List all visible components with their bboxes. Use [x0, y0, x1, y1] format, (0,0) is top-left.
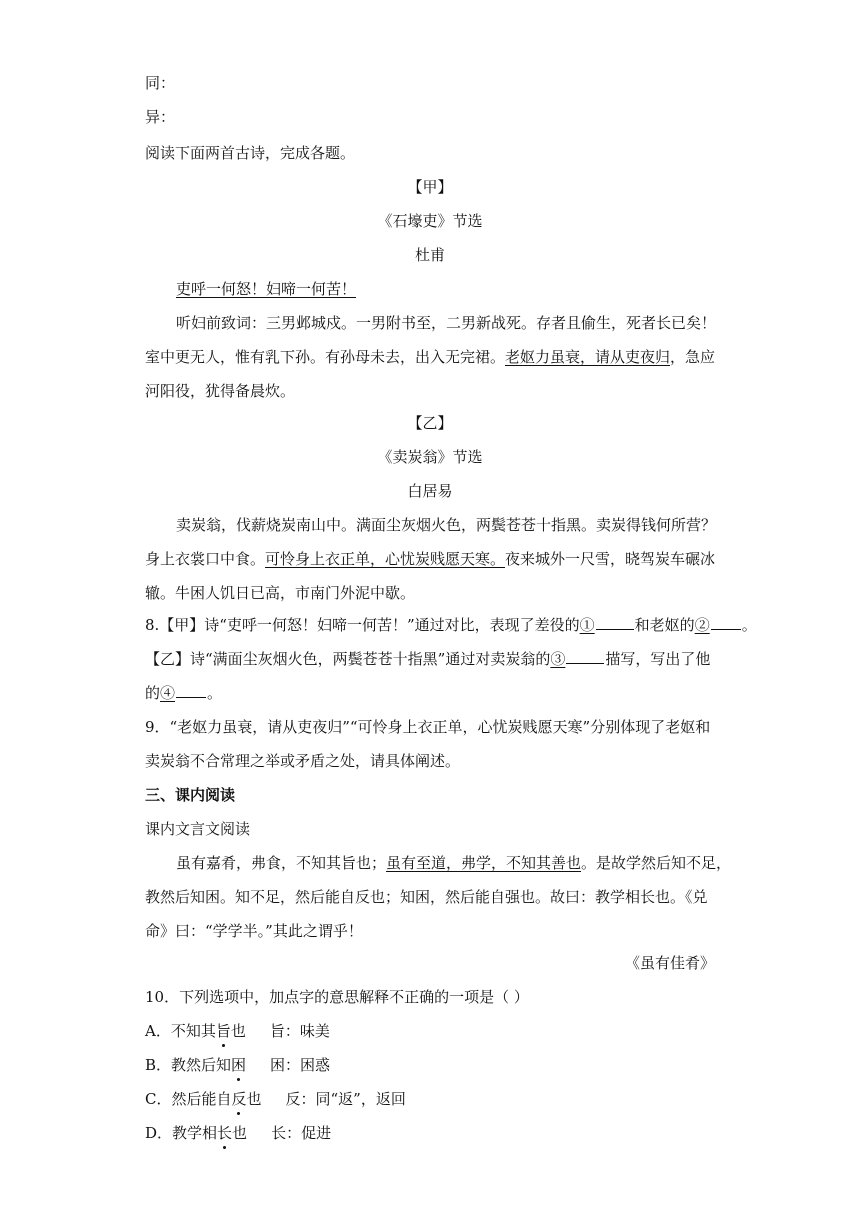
poem-yi-text-line: 卖炭翁，伐薪烧炭南山中。满面尘灰烟火色，两鬓苍苍十指黑。卖炭得钱何所营？	[176, 516, 717, 534]
question-8-line	[145, 682, 222, 703]
option-c[interactable]	[145, 1088, 406, 1109]
poem-jia-text-line: 听妇前致词：三男邺城戍。一男附书至，二男新战死。存者且偷生，死者长已矣！	[176, 314, 717, 332]
option-text: B．教然后知	[145, 1056, 232, 1074]
option-text: C．然后能自	[145, 1090, 232, 1108]
blank-number: ③	[550, 650, 566, 668]
answer-blank[interactable]	[566, 649, 604, 664]
poem-yi-text-line: 辙。牛困人饥日已高，市南门外泥中歇。	[145, 584, 416, 602]
poem-yi-text-line	[145, 548, 715, 569]
text-span: 的	[145, 684, 161, 702]
blank-number: ④	[160, 684, 176, 702]
text-span: 【乙】诗“满面尘灰烟火色，两鬓苍苍十指黑”通过对卖炭翁的	[145, 650, 551, 668]
text-span: 身上衣裳口中食。	[145, 550, 266, 568]
section-subheading: 课内文言文阅读	[145, 820, 251, 838]
underlined-sentence: 可怜身上衣正单，心忧炭贱愿天寒。	[265, 550, 506, 568]
blank-number: ②	[694, 616, 710, 634]
question-9-line: 卖炭翁不合常理之举或矛盾之处，请具体阐述。	[145, 752, 461, 770]
answer-blank[interactable]	[596, 615, 634, 630]
question-8-line	[145, 614, 757, 635]
poem-yi-marker: 【乙】	[407, 414, 453, 432]
poem-yi-title: 《卖炭翁》节选	[377, 448, 483, 466]
dotted-char: 长	[217, 1124, 233, 1142]
option-text: 也	[232, 1124, 248, 1142]
text-span: 夜来城外一尺雪，晓驾炭车碾冰	[505, 550, 716, 568]
option-explanation: 困：困惑	[270, 1056, 331, 1074]
text-span: 。	[741, 616, 757, 634]
dotted-char: 反	[231, 1090, 247, 1108]
text-span: 虽有嘉肴，弗食，不知其旨也；	[176, 854, 387, 872]
answer-same-label: 同：	[145, 74, 176, 92]
question-8-line	[145, 648, 710, 669]
poem-jia-marker: 【甲】	[407, 178, 453, 196]
poem-yi-author: 白居易	[407, 482, 453, 500]
text-span: 。	[207, 684, 223, 702]
option-text: D．教学相	[145, 1124, 218, 1142]
section-heading: 三、课内阅读	[145, 786, 236, 804]
reading-instruction: 阅读下面两首古诗，完成各题。	[145, 144, 356, 162]
option-a[interactable]	[145, 1020, 330, 1041]
text-span: 和老妪的	[634, 616, 695, 634]
option-explanation: 长：促进	[271, 1124, 332, 1142]
passage-line: 命》曰：“学学半。”其此之谓乎！	[145, 922, 363, 940]
option-d[interactable]	[145, 1122, 331, 1143]
dotted-char: 困	[231, 1056, 247, 1074]
option-text: 也	[230, 1022, 246, 1040]
answer-blank[interactable]	[711, 615, 741, 630]
poem-jia-text-line: 河阳役，犹得备晨炊。	[145, 382, 296, 400]
text-span: ，急应	[670, 348, 716, 366]
poem-jia-line: 吏呼一何怒！妇啼一何苦！	[176, 280, 357, 298]
passage-line	[176, 852, 731, 873]
option-explanation: 反：同“返”，返回	[285, 1090, 406, 1108]
underlined-sentence: 虽有至道，弗学，不知其善也	[386, 854, 582, 872]
answer-different-label: 异：	[145, 108, 176, 126]
question-9-line: 9．“老妪力虽衰，请从吏夜归”“可怜身上衣正单，心忧炭贱愿天寒”分别体现了老妪和	[145, 718, 711, 736]
passage-line: 教然后知困。知不足，然后能自反也；知困，然后能自强也。故曰：教学相长也。《兑	[145, 888, 708, 906]
text-span: 室中更无人，惟有乳下孙。有孙母未去，出入无完裙。	[145, 348, 506, 366]
blank-number: ①	[579, 616, 595, 634]
text-span: 8.【甲】诗“吏呼一何怒！妇啼一何苦！”通过对比，表现了差役的	[145, 616, 580, 634]
poem-jia-author: 杜甫	[414, 246, 445, 264]
question-10-stem: 10．下列选项中，加点字的意思解释不正确的一项是（ ）	[145, 988, 529, 1006]
poem-jia-title: 《石壕吏》节选	[377, 212, 483, 230]
text-span: 描写，写出了他	[605, 650, 711, 668]
answer-blank[interactable]	[176, 683, 206, 698]
poem-jia-text-line	[145, 346, 715, 367]
dotted-char: 旨	[215, 1022, 231, 1040]
option-text: A．不知其	[145, 1022, 216, 1040]
passage-source: 《虽有佳肴》	[624, 954, 715, 972]
underlined-sentence: 老妪力虽衰，请从吏夜归	[505, 348, 671, 366]
text-span: 。是故学然后知不足，	[581, 854, 732, 872]
option-b[interactable]	[145, 1054, 330, 1075]
option-text: 也	[246, 1090, 262, 1108]
option-explanation: 旨：味美	[269, 1022, 330, 1040]
